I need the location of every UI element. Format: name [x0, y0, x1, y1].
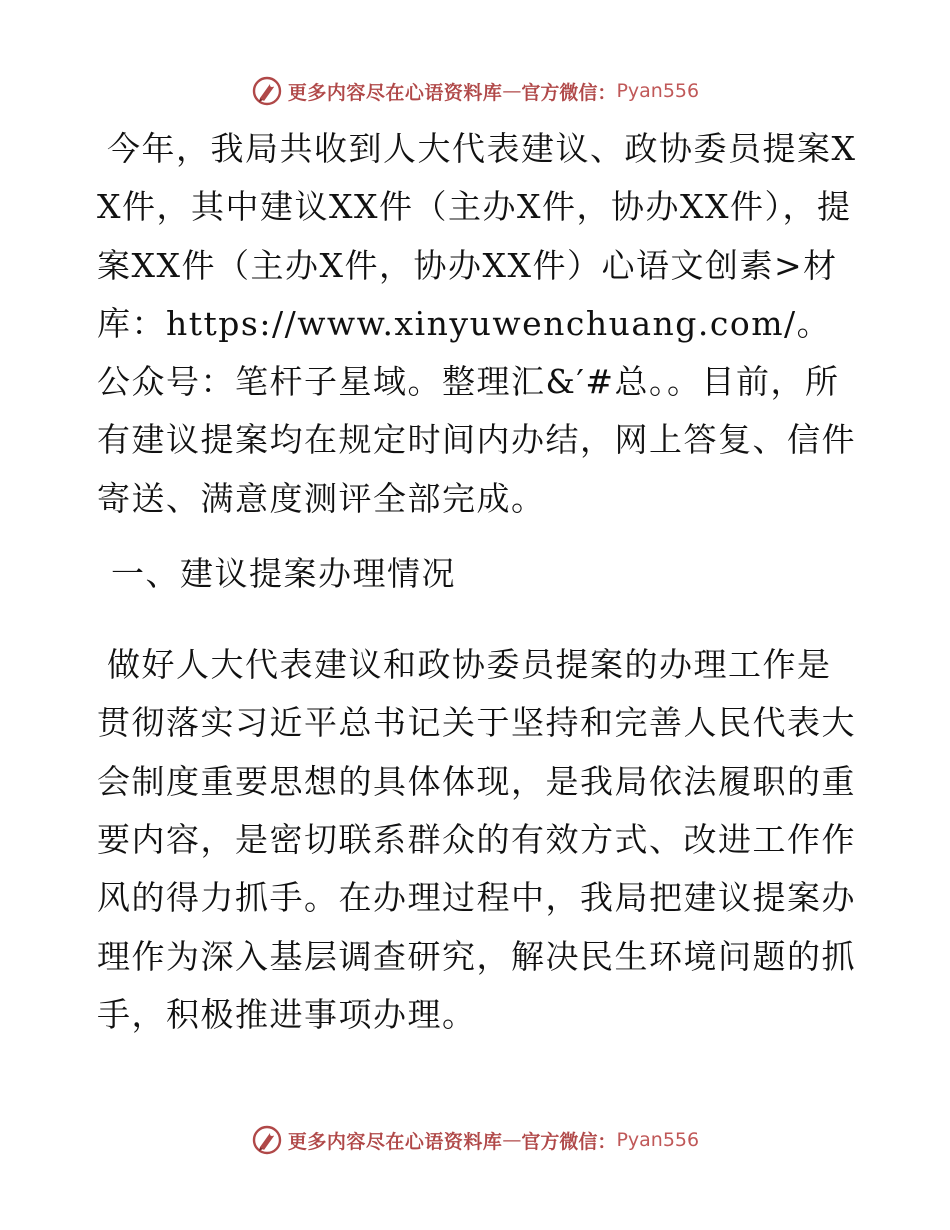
banner-title: 更多内容尽在心语资料库 — [287, 1130, 503, 1153]
banner-wechat-id: Pyan556 — [616, 1129, 700, 1151]
banner-label: 官方微信： — [521, 81, 617, 104]
paragraph-section-1: 做好人大代表建议和政协委员提案的办理工作是贯彻落实习近平总书记关于坚持和完善人民代表大会制度重要思想的具体体现，是我局依法履职的重要内容，是密切联系群众的有效方式、改进工作作风的得力抓手。在办理过程中，我局把建议提案办理作为深入基层调查研究，解决民生环境问题的抓手，积极推进事项办理。 — [97, 645, 856, 1034]
banner-title: 更多内容尽在心语资料库 — [287, 81, 503, 104]
document-body — [97, 120, 857, 1044]
footer-banner — [0, 1120, 950, 1160]
banner-separator: — — [502, 1129, 522, 1151]
banner-separator: — — [502, 80, 522, 102]
paragraph-intro: 今年，我局共收到人大代表建议、政协委员提案XX件，其中建议XX件（主办X件，协办XX件），提案XX件（主办X件，协办XX件）心语文创素>材库：https://www.xinyuwenchuang.com/。公众号：笔杆子星域。整理汇&′#总。。目前，所有建议提案均在规定时间内办结，网上答复、信件寄送、满意度测评全部完成。 — [97, 129, 857, 518]
banner-label: 官方微信： — [521, 1130, 617, 1153]
banner-wechat-id: Pyan556 — [616, 80, 700, 102]
header-banner — [0, 71, 950, 111]
pen-logo-icon — [251, 75, 283, 107]
pen-logo-icon — [251, 1124, 283, 1156]
section-heading: 一、建议提案办理情况 — [111, 554, 456, 594]
